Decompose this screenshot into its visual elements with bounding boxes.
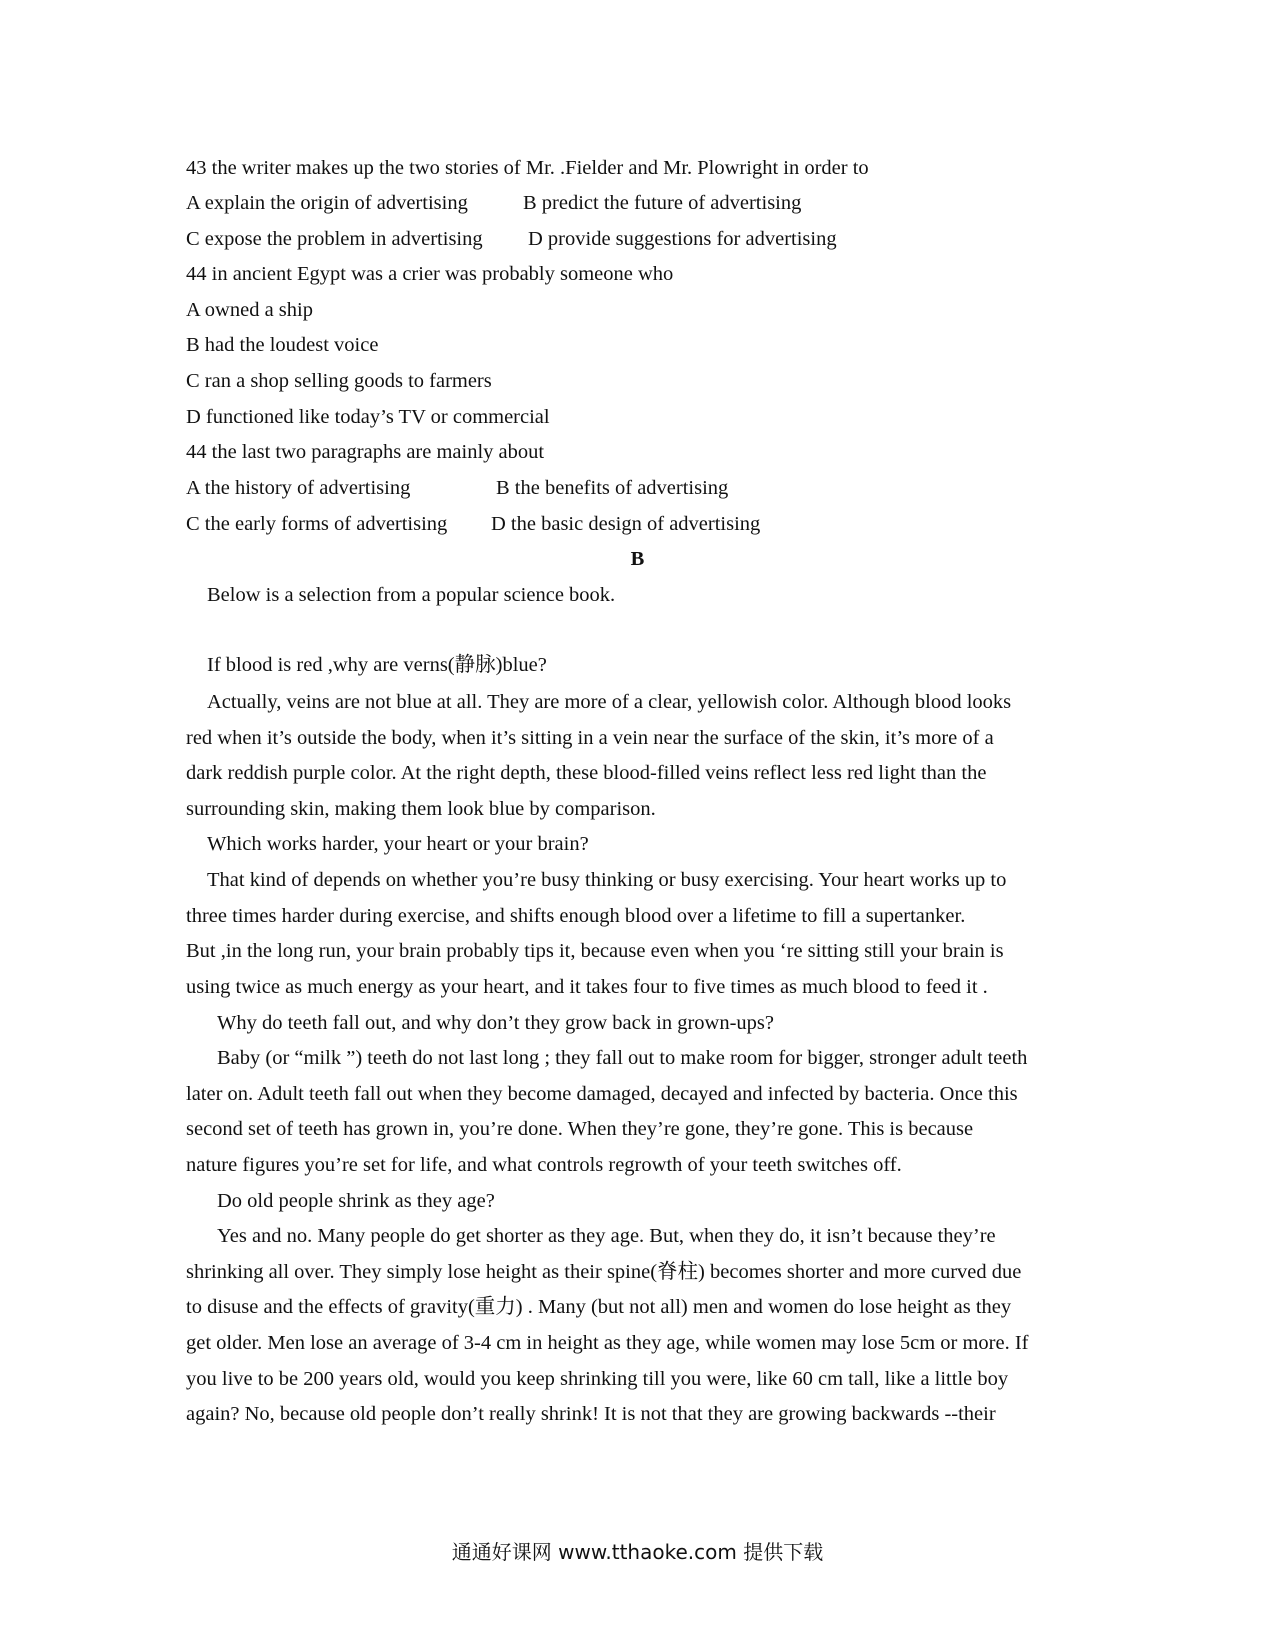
q43-option-c: C expose the problem in advertising bbox=[186, 228, 483, 250]
passage-line: That kind of depends on whether you’re busy thinking or busy exercising. Your heart works up to bbox=[207, 869, 1007, 891]
passage-line: surrounding skin, making them look blue by comparison. bbox=[186, 798, 656, 820]
q43-stem: 43 the writer makes up the two stories of Mr. .Fielder and Mr. Plowright in order to bbox=[186, 157, 869, 179]
passage-line: dark reddish purple color. At the right depth, these blood-filled veins reflect less red light than the bbox=[186, 762, 987, 784]
passage-line: get older. Men lose an average of 3-4 cm in height as they age, while women may lose 5cm or more. If bbox=[186, 1332, 1029, 1354]
passage-line: But ,in the long run, your brain probably tips it, because even when you ‘re sitting still your brain is bbox=[186, 940, 1004, 962]
section-intro: Below is a selection from a popular science book. bbox=[207, 584, 616, 606]
q44a-option-b: B had the loudest voice bbox=[186, 334, 379, 356]
page-footer: 通通好课网 www.tthaoke.com 提供下载 bbox=[451, 1540, 824, 1564]
q43-option-b: B predict the future of advertising bbox=[523, 192, 802, 214]
passage-line: If blood is red ,why are verns(静脉)blue? bbox=[207, 654, 547, 676]
passage-line: nature figures you’re set for life, and what controls regrowth of your teeth switches off. bbox=[186, 1154, 902, 1176]
passage-line: Yes and no. Many people do get shorter as they age. But, when they do, it isn’t because they’re bbox=[217, 1225, 996, 1247]
passage-line: to disuse and the effects of gravity(重力) . Many (but not all) men and women do lose height as they bbox=[186, 1296, 1012, 1318]
passage-line: again? No, because old people don’t really shrink! It is not that they are growing backwards --their bbox=[186, 1403, 996, 1425]
passage-line: Baby (or “milk ”) teeth do not last long ; they fall out to make room for bigger, stronger adult teeth bbox=[217, 1047, 1028, 1069]
passage-line: three times harder during exercise, and shifts enough blood over a lifetime to fill a supertanker. bbox=[186, 905, 966, 927]
q44b-option-a: A the history of advertising bbox=[186, 477, 411, 499]
passage-line: second set of teeth has grown in, you’re done. When they’re gone, they’re gone. This is because bbox=[186, 1118, 974, 1140]
passage-line: Do old people shrink as they age? bbox=[217, 1190, 495, 1212]
q43-option-d: D provide suggestions for advertising bbox=[528, 228, 837, 250]
q44b-option-d: D the basic design of advertising bbox=[491, 513, 761, 535]
passage-line: Why do teeth fall out, and why don’t they grow back in grown-ups? bbox=[217, 1012, 774, 1034]
q44b-option-c: C the early forms of advertising bbox=[186, 513, 448, 535]
q44a-option-a: A owned a ship bbox=[186, 299, 313, 321]
q44a-option-c: C ran a shop selling goods to farmers bbox=[186, 370, 492, 392]
passage-line: Actually, veins are not blue at all. They are more of a clear, yellowish color. Although blood looks bbox=[207, 691, 1012, 713]
passage-line: Which works harder, your heart or your brain? bbox=[207, 833, 589, 855]
q44b-stem: 44 the last two paragraphs are mainly about bbox=[186, 441, 545, 463]
q44a-stem: 44 in ancient Egypt was a crier was probably someone who bbox=[186, 263, 674, 285]
q44a-option-d: D functioned like today’s TV or commercial bbox=[186, 406, 550, 428]
section-title: B bbox=[630, 548, 645, 570]
passage-line: red when it’s outside the body, when it’s sitting in a vein near the surface of the skin, it’s more of a bbox=[186, 727, 994, 749]
passage-line: using twice as much energy as your heart, and it takes four to five times as much blood to feed it . bbox=[186, 976, 988, 998]
q44b-option-b: B the benefits of advertising bbox=[496, 477, 729, 499]
passage-line: you live to be 200 years old, would you keep shrinking till you were, like 60 cm tall, like a little boy bbox=[186, 1368, 1009, 1390]
passage-line: later on. Adult teeth fall out when they become damaged, decayed and infected by bacteria. Once this bbox=[186, 1083, 1018, 1105]
q43-option-a: A explain the origin of advertising bbox=[186, 192, 468, 214]
passage-line: shrinking all over. They simply lose height as their spine(脊柱) becomes shorter and more curved due bbox=[186, 1261, 1022, 1283]
